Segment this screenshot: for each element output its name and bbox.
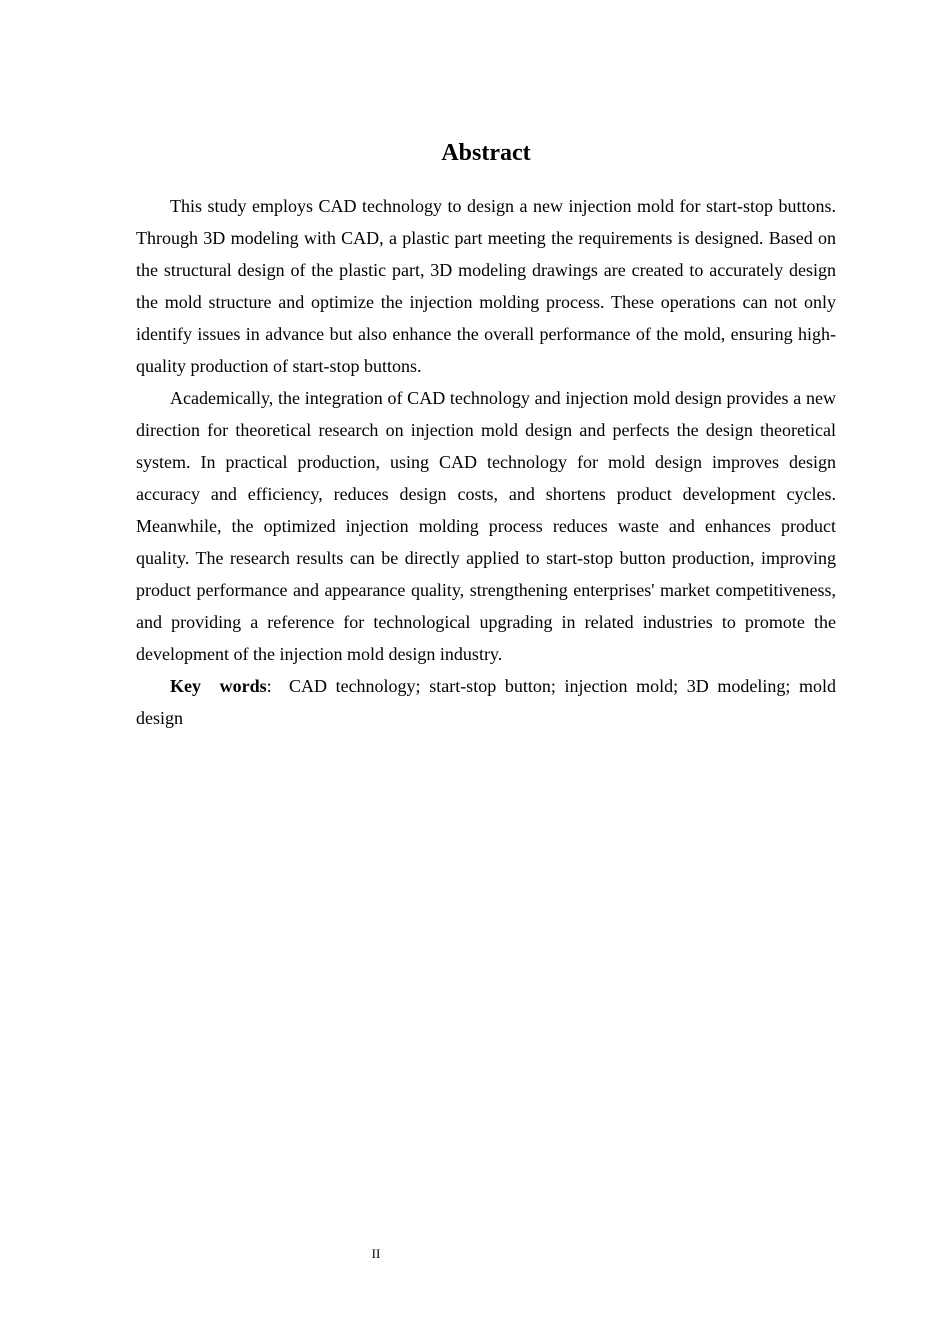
keywords-line xyxy=(136,670,836,734)
abstract-paragraph-2: Academically, the integration of CAD technology and injection mold design provides a new direction for theoretical research on injection mold design and perfects the design theoretical system. In practical production, using CAD technology for mold design improves design accuracy and efficiency, reduces design costs, and shortens product development cycles. Meanwhile, the optimized injection molding process reduces waste and enhances product quality. The research results can be directly applied to start-stop button production, improving product performance and appearance quality, strengthening enterprises' market competitiveness, and providing a reference for technological upgrading in related industries to promote the development of the injection mold design industry. xyxy=(136,388,836,664)
page-number: II xyxy=(371,1246,381,1261)
abstract-title: Abstract xyxy=(441,140,531,166)
abstract-paragraph-1: This study employs CAD technology to design a new injection mold for start-stop buttons. Through 3D modeling with CAD, a plastic part meeting the requirements is designed. Based on the structural design of the plastic part, 3D modeling drawings are created to accurately design the mold structure and optimize the injection molding process. These operations can not only identify issues in advance but also enhance the overall performance of the mold, ensuring high-quality production of start-stop buttons. xyxy=(136,196,836,376)
keywords-text: CAD technology; start-stop button; injection mold; 3D modeling; mold design xyxy=(136,676,836,728)
keywords-separator: : xyxy=(266,676,272,696)
keywords-label: Key words xyxy=(170,676,267,696)
abstract-body xyxy=(136,190,836,734)
